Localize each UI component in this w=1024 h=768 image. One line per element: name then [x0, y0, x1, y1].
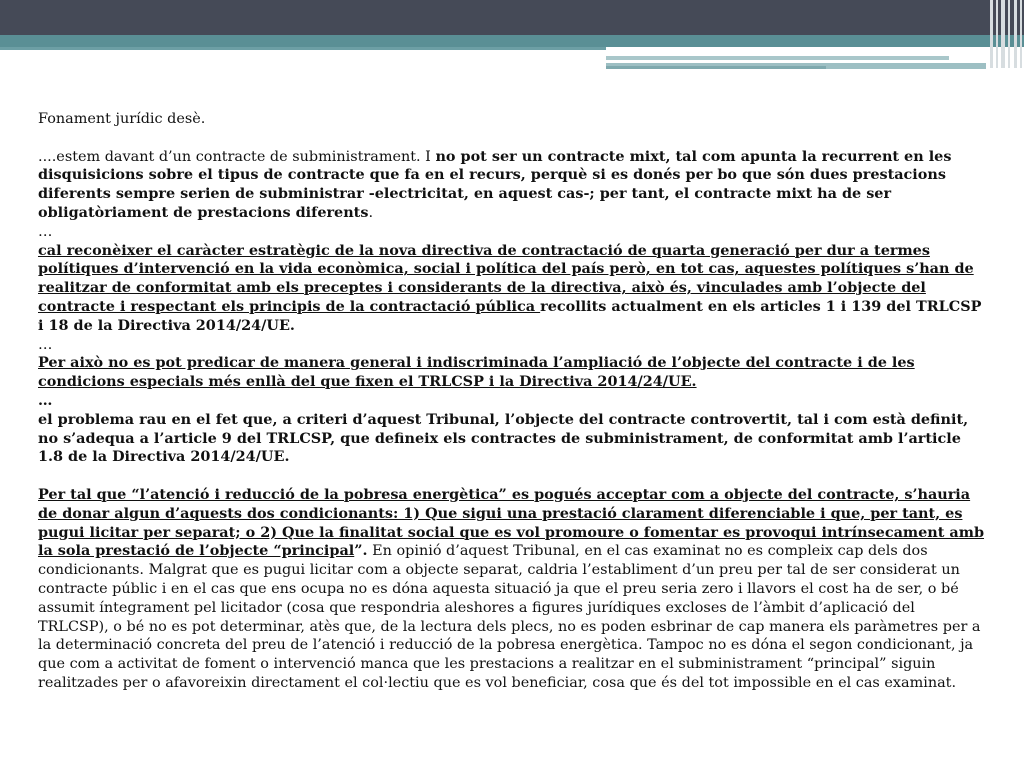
ellipsis: … — [38, 223, 53, 240]
paragraph-3 — [38, 354, 988, 392]
header-accent-line — [0, 47, 606, 50]
paragraph-1 — [38, 148, 988, 223]
paragraph-4-bold: el problema rau en el fet que, a criteri d’aquest Tribunal, l’objecte del contracte controvertit, tal i com està definit, no s’adequa a l’article 9 del TRLCSP, que defineix els contractes de subministrament, de conformitat amb l’article 1.8 de la Directiva 2014/24/UE. — [38, 410, 969, 466]
paragraph-1-end: . — [368, 204, 374, 221]
paragraph-5-text: En opinió d’aquest Tribunal, en el cas examinat no es compleix cap dels dos condicionants. Malgrat que es pugui licitar com a objecte separat, caldria l’establiment d’un preu per tal de ser considerat un contracte públic i en el cas que ens ocupa no es dóna aquesta situació ja que el preu seria zero i llavors el cost ha de ser, o bé assumit íntegrament pel licitador (cosa que respondria aleshores a figures jurídiques excloses de l’àmbit d’aplicació del TRLCSP), o bé no es pot determinar, atès que, de la lectura dels plecs, no es poden esbrinar de cap manera els paràmetres per a la determinació concreta del preu de l’atenció i reducció de la pobresa energètica. Tampoc no es dóna el segon condicionant, ja que com a activitat de foment o intervenció manca que les prestacions a realitzar en el subministrament “principal” siguin realitzades per o afavoreixin directament el col·lectiu que es vol beneficiar, cosa que és del tot impossible en el cas examinat. — [38, 543, 981, 691]
paragraph-1-bold: no pot ser un contracte mixt, tal com apunta la recurrent en les disquisicions sobre el tipus de contracte que fa en el recurs, perquè si es donés per bo que són dues prestacions diferents sempre serien de subministrar -electricitat, en aquest cas-; per tant, el contracte mixt ha de ser obligatòriament de prestacions diferents — [38, 147, 952, 221]
paragraph-3-underlined: Per això no es pot predicar de manera general i indiscriminada l’ampliació de l’objecte del contracte i de les condicions especials més enllà del que fixen el TRLCSP i la Directiva 2014/24/UE. — [38, 354, 915, 391]
paragraph-2 — [38, 242, 988, 336]
paragraph-5 — [38, 486, 988, 693]
header-band-teal — [0, 35, 1024, 47]
paragraph-5-underlined: Per tal que “l’atenció i reducció de la pobresa energètica” es pogués acceptar com a objecte del contracte, s’hauria de donar algun d’aquests dos condicionants: 1) Que sigui una prestació clarament diferenciable i que, per tant, es pugui licitar per separat; o 2) Que la finalitat social que es vol promoure o fomentar es provoqui intrínsecament amb la sola prestació de l’objecte “principal — [38, 485, 985, 560]
header-band-dark — [0, 0, 1024, 35]
paragraph-4 — [38, 411, 988, 467]
paragraph-2-underlined: cal reconèixer el caràcter estratègic de la nova directiva de contractació de quarta generació per dur a termes polítiques d’intervenció en la vida econòmica, social i política del país però, en tot cas, aquestes polítiques s’han de realitzar de conformitat amb els preceptes i considerants de la directiva, això és, vinculades amb l’objecte del contracte i respectant els principis de la contractació pública — [38, 241, 974, 315]
ellipsis: … — [38, 336, 53, 353]
paragraph-1-text: ....estem davant d’un contracte de subministrament. I — [38, 148, 436, 165]
paragraph-5-bold: ”. — [354, 542, 368, 560]
header-accent-bar — [606, 66, 826, 69]
document-heading: Fonament jurídic desè. — [38, 111, 206, 127]
corner-decoration — [988, 0, 1024, 68]
document-body — [38, 110, 988, 693]
paragraph-2-bold: recollits actualment en els articles 1 i 139 del TRLCSP i 18 de la Directiva 2014/24/UE. — [38, 297, 982, 334]
header-accent-bar — [606, 56, 949, 60]
ellipsis: … — [38, 391, 53, 409]
